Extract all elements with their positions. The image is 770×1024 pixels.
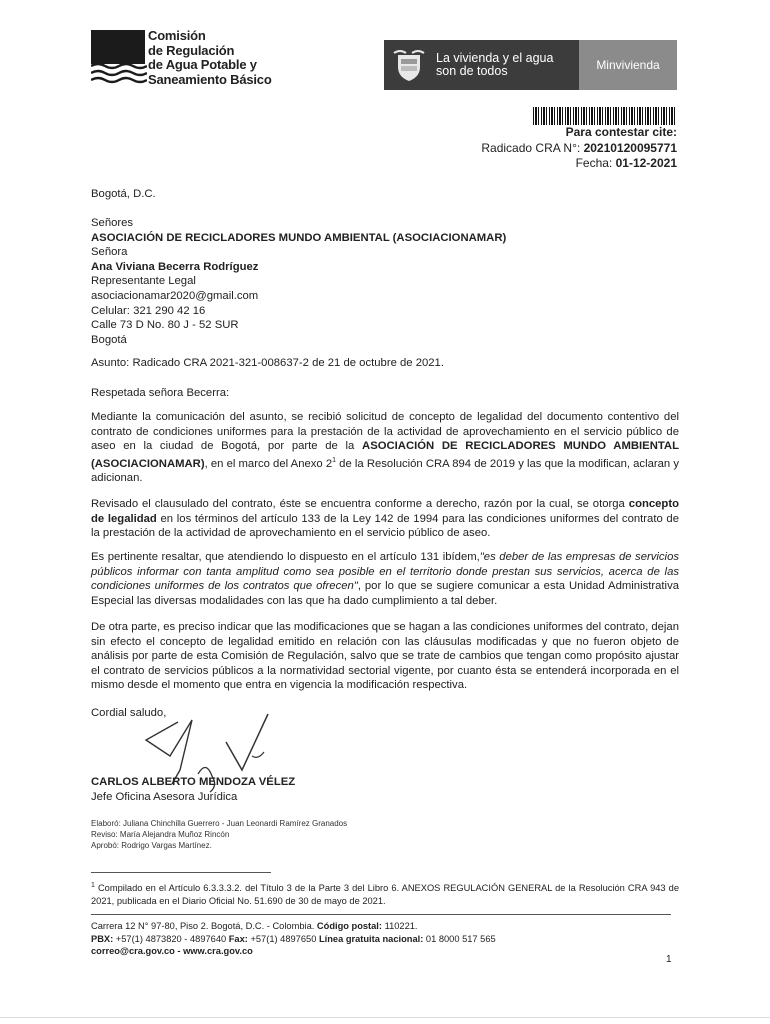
recipient-organization: ASOCIACIÓN DE RECICLADORES MUNDO AMBIENTAL (ASOCIACIONAMAR) — [91, 231, 507, 244]
salutation: Respetada señora Becerra: — [91, 387, 230, 399]
paragraph-2: Revisado el clausulado del contrato, éste se encuentra conforme a derecho, razón por la cual, se otorga concepto de legalidad en los términos del artículo 133 de la Ley 142 de 1994 para las condiciones uniformes del contrato de la prestación de la actividad de aprovechamiento en el servicio público de aseo. — [91, 498, 679, 540]
banner-main — [384, 40, 579, 90]
footer-separator — [91, 914, 671, 915]
subject-line: Asunto: Radicado CRA 2021-321-008637-2 de 21 de octubre de 2021. — [91, 357, 444, 369]
footnote: $^1$ Compilado en el Artículo 6.3.3.3.2. del Título 3 de la Parte 3 del Libro 6. ANEXOS REGULACIÓN GENERAL de la Resolución CRA 943 de 2021, publicada en el Diario Oficial No. 51.690 de 30 de mayo de 2021. — [91, 882, 679, 906]
cra-logo-waves-icon — [91, 62, 147, 86]
cra-logo-text: Comisión de Regulación de Agua Potable y Saneamiento Básico — [148, 28, 272, 87]
paragraph-1: Mediante la comunicación del asunto, se recibió solicitud de concepto de legalidad del documento contentivo del contrato de condiciones uniformes para la prestación de la actividad de aprovechamiento en el servicio público de aseo en la ciudad de Bogotá, por parte de la ASOCIACIÓN DE RECICLADORES MUNDO AMBIENTAL (ASOCIACIONAMAR), en el marco del Anexo $2^1$ de la Resolución CRA 894 de 2019 y las que la modifican, aclaran y adicionan. — [91, 411, 679, 485]
colombia-shield-icon — [392, 47, 426, 83]
closing: Cordial saludo, — [91, 707, 167, 719]
page-number: 1 — [666, 954, 672, 965]
radicado-date: Fecha: 01-12-2021 — [575, 156, 677, 170]
recipient-block: Señores ASOCIACIÓN DE RECICLADORES MUNDO AMBIENTAL (ASOCIACIONAMAR) Señora Ana Viviana Becerra Rodríguez Representante Legal asociacionamar2020@gmail.com Celular: 321 290 42 16 Calle 73 D No. 80 J - 52 SUR Bogotá — [91, 216, 679, 347]
signer-name: CARLOS ALBERTO MENDOZA VÉLEZ — [91, 776, 296, 788]
footer-web: correo@cra.gov.co - www.cra.gov.co — [91, 946, 253, 956]
paragraph-4: De otra parte, es preciso indicar que las modificaciones que se hagan a las condiciones uniformes del contrato, dejan sin efecto el concepto de legalidad emitido en relación con las cláusulas modificadas y que no fueron objeto de análisis por parte de esta Comisión de Regulación, salvo que se trate de cambios que tengan como propósito ajustar el contrato de servicios públicos a la normatividad sectorial vigente, por cuanto ésta se entenderá incorporada en el mismo desde el momento que entra en vigencia la modificación respectiva. — [91, 621, 679, 692]
cite-label: Para contestar cite: — [565, 125, 677, 139]
recipient-name: Ana Viviana Becerra Rodríguez — [91, 260, 259, 273]
cra-logo-block — [91, 30, 145, 64]
footnote-separator — [91, 872, 271, 873]
radicado-number: Radicado CRA N°: 20210120095771 — [481, 141, 677, 155]
government-banner — [384, 40, 677, 90]
page-bottom-rule — [0, 1017, 770, 1018]
signer-role: Jefe Oficina Asesora Jurídica — [91, 790, 238, 803]
ministry-label: Minvivienda — [579, 40, 677, 90]
paragraph-3: Es pertinente resaltar, que atendiendo lo dispuesto en el artículo 131 ibídem,"es deber de las empresas de servicios públicos informar con tanta amplitud como sea posible en el territorio donde prestan sus servicios, acerca de las condiciones uniformes de los contratos que ofrecen", por lo que se sugiere comunicar a esta Unidad Administrativa Especial las diversas modalidades con las que ha dado cumplimiento a tal deber. — [91, 551, 679, 607]
banner-slogan: La vivienda y el agua son de todos — [436, 50, 554, 78]
barcode — [533, 107, 677, 125]
recipient-email: asociacionamar2020@gmail.com — [91, 289, 259, 302]
footer-contact: Carrera 12 N° 97-80, Piso 2. Bogotá, D.C. - Colombia. Código postal: 110221. PBX: +57(1) 4873820 - 4897640 Fax: +57(1) 4897650 Línea gratuita nacional: 01 8000 517 565 correo@cra.gov.co - www.cra.gov.co — [91, 920, 679, 958]
place-line: Bogotá, D.C. — [91, 188, 156, 200]
signer-block — [91, 775, 679, 804]
credits-block: Elaboró: Juliana Chinchilla Guerrero - Juan Leonardi Ramírez Granados Reviso: María Alejandra Muñoz Rincón Aprobó: Rodrigo Vargas Martínez. — [91, 819, 348, 850]
